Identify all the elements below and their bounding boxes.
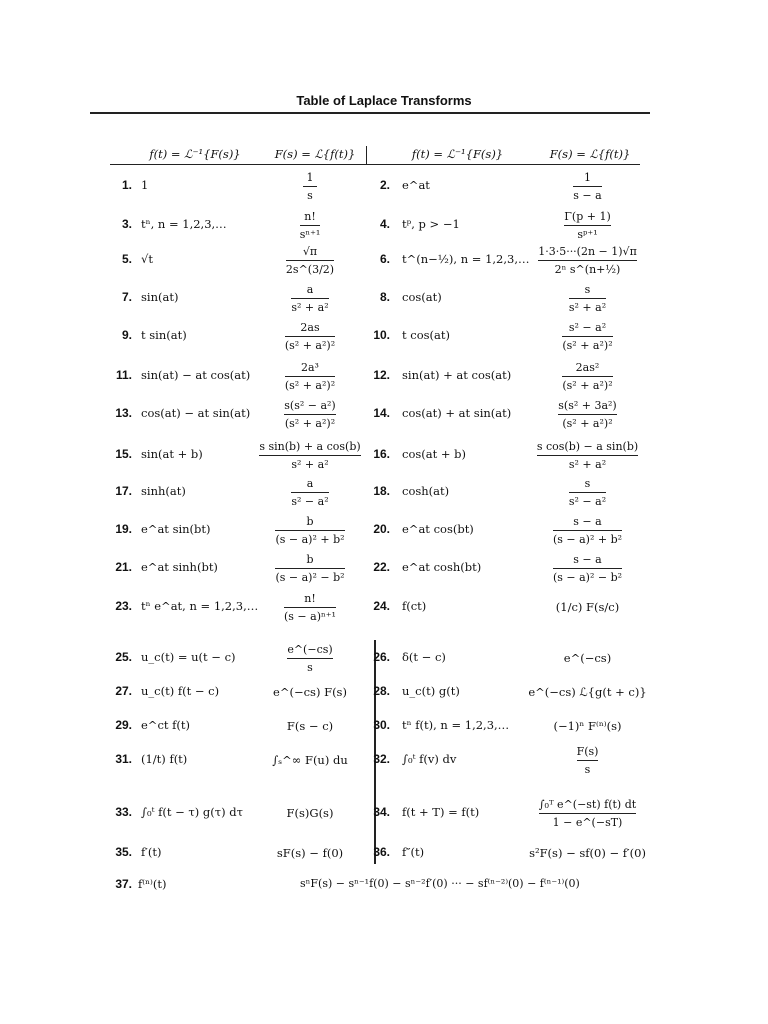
fraction-bar xyxy=(577,760,599,761)
entry-number: 17. xyxy=(115,484,132,498)
time-function: e^at cosh(bt) xyxy=(402,560,482,574)
r-denominator: (s² + a²)² xyxy=(562,378,613,392)
fraction-bar xyxy=(569,492,606,493)
l-transform-expr: e^(−cs) F(s) xyxy=(273,685,347,699)
l-transform xyxy=(250,357,370,395)
l-denominator: s xyxy=(307,660,313,674)
r-numerator: 1 xyxy=(583,170,591,184)
time-function: t^(n−½), n = 1,2,3,… xyxy=(402,252,530,266)
time-function: e^at xyxy=(402,178,430,192)
r-transform xyxy=(515,549,660,587)
time-function: tᵖ, p > −1 xyxy=(402,217,460,231)
time-function: f(ct) xyxy=(402,599,427,613)
time-function: cos(at) xyxy=(402,290,442,304)
l-transform xyxy=(250,641,370,675)
l-numerator: b xyxy=(306,552,314,566)
entry-number: 16. xyxy=(373,447,390,461)
fraction-bar xyxy=(303,186,317,187)
l-numerator: a xyxy=(306,476,314,490)
time-function: u_c(t) g(t) xyxy=(402,684,460,698)
r-numerator: s cos(b) − a sin(b) xyxy=(536,439,639,453)
r-denominator: 1 − e^(−sT) xyxy=(552,815,623,829)
l-numerator: b xyxy=(306,514,314,528)
time-function: sin(at + b) xyxy=(141,447,203,461)
l-transform xyxy=(250,675,370,709)
l-numerator: a xyxy=(306,282,314,296)
entry-number: 19. xyxy=(115,522,132,536)
entry-number: 32. xyxy=(373,752,390,766)
time-function: 1 xyxy=(141,178,149,192)
l-numerator: e^(−cs) xyxy=(287,642,333,656)
fraction-bar xyxy=(569,298,606,299)
time-function: √t xyxy=(141,252,153,266)
l-transform xyxy=(250,549,370,587)
l-denominator: s² − a² xyxy=(291,494,329,508)
r-transform-expr: e^(−cs) ℒ{g(t + c)} xyxy=(528,685,647,699)
r-fraction xyxy=(562,321,612,352)
time-function: tⁿ e^at, n = 1,2,3,… xyxy=(141,599,259,613)
l-numerator: 1 xyxy=(306,170,314,184)
time-function: sin(at) + at cos(at) xyxy=(402,368,512,382)
time-function: t sin(at) xyxy=(141,328,187,342)
l-numerator: s sin(b) + a cos(b) xyxy=(259,439,361,453)
transform-expr: sⁿF(s) − sⁿ⁻¹f(0) − sⁿ⁻²f′(0) ··· − sf⁽ⁿ⁻²⁾(0) − f⁽ⁿ⁻¹⁾(0) xyxy=(300,877,580,890)
entry-number: 35. xyxy=(115,845,132,859)
l-denominator: sⁿ⁺¹ xyxy=(299,227,321,241)
entry-number: 1. xyxy=(121,178,132,192)
r-transform xyxy=(515,588,660,626)
l-fraction xyxy=(275,515,344,546)
time-function: f″(t) xyxy=(402,845,425,859)
l-numerator: s(s² − a²) xyxy=(284,398,336,412)
r-numerator: 1·3·5···(2n − 1)√π xyxy=(538,244,637,258)
l-fraction xyxy=(291,283,328,314)
fraction-bar xyxy=(287,658,332,659)
l-transform xyxy=(250,206,370,244)
l-fraction xyxy=(303,171,317,202)
r-denominator: (s − a)² − b² xyxy=(552,570,623,584)
l-transform xyxy=(250,836,370,870)
l-denominator: (s − a)² − b² xyxy=(275,570,345,584)
r-transform xyxy=(515,436,660,474)
r-fraction xyxy=(558,399,616,430)
r-numerator: s² − a² xyxy=(568,320,607,334)
header-ft-right: f(t) = ℒ⁻¹{F(s)} xyxy=(411,147,504,161)
r-fraction xyxy=(564,210,610,241)
l-denominator: 2s^(3/2) xyxy=(285,262,335,276)
time-function: e^at sin(bt) xyxy=(141,522,211,536)
fraction-bar xyxy=(291,298,328,299)
l-transform-expr: ∫ₛ^∞ F(u) du xyxy=(272,753,348,767)
r-numerator: s xyxy=(584,282,591,296)
r-transform xyxy=(515,167,660,205)
l-transform xyxy=(250,317,370,355)
title-underline xyxy=(90,112,650,114)
r-transform xyxy=(515,317,660,355)
r-transform xyxy=(515,743,660,777)
r-fraction xyxy=(539,798,636,829)
l-transform xyxy=(250,279,370,317)
l-fraction xyxy=(286,245,334,276)
l-transform xyxy=(250,511,370,549)
l-fraction xyxy=(285,321,335,352)
entry-number: 33. xyxy=(115,805,132,819)
r-denominator: sᵖ⁺¹ xyxy=(577,227,598,241)
entry-number: 2. xyxy=(379,178,390,192)
r-fraction xyxy=(573,171,601,202)
l-fraction xyxy=(291,477,328,508)
entry-number: 14. xyxy=(373,406,390,420)
fraction-bar xyxy=(285,336,335,337)
l-denominator: (s² + a²)² xyxy=(284,416,336,430)
entry-number: 5. xyxy=(121,252,132,266)
time-function: cos(at + b) xyxy=(402,447,467,461)
entry-number: 8. xyxy=(379,290,390,304)
fraction-bar xyxy=(564,225,610,226)
time-function: f′(t) xyxy=(141,845,162,859)
r-transform xyxy=(515,709,660,743)
l-transform xyxy=(250,241,370,279)
r-transform xyxy=(515,395,660,433)
r-transform xyxy=(515,279,660,317)
l-transform-expr: sF(s) − f(0) xyxy=(276,846,344,860)
r-fraction xyxy=(537,440,638,471)
fraction-bar xyxy=(539,813,636,814)
r-fraction xyxy=(562,361,612,392)
entry-number: 10. xyxy=(373,328,390,342)
fraction-bar xyxy=(300,225,321,226)
entry-number: 3. xyxy=(121,217,132,231)
fraction-bar xyxy=(553,530,622,531)
l-transform-expr: F(s)G(s) xyxy=(286,806,334,820)
r-numerator: Γ(p + 1) xyxy=(564,209,611,223)
entry-number: 12. xyxy=(373,368,390,382)
r-denominator: (s² + a²)² xyxy=(562,416,613,430)
entry-number: 25. xyxy=(115,650,132,664)
fraction-bar xyxy=(259,455,360,456)
time-function: u_c(t) = u(t − c) xyxy=(141,650,236,664)
header-underline xyxy=(110,164,640,165)
time-function: cosh(at) xyxy=(402,484,450,498)
l-numerator: n! xyxy=(304,209,316,223)
entry-number: 7. xyxy=(121,290,132,304)
l-denominator: (s − a)² + b² xyxy=(275,532,345,546)
r-fraction xyxy=(577,745,599,776)
entry-number: 11. xyxy=(115,368,132,382)
entry-number: 34. xyxy=(373,805,390,819)
r-transform xyxy=(515,241,660,279)
l-numerator: 2a³ xyxy=(301,360,319,374)
r-denominator: s xyxy=(584,762,591,776)
entry-number: 36. xyxy=(373,845,390,859)
header-fs-left: F(s) = ℒ{f(t)} xyxy=(274,147,356,161)
time-function: e^at cos(bt) xyxy=(402,522,474,536)
r-fraction xyxy=(553,553,622,584)
r-transform-expr: e^(−cs) xyxy=(563,651,612,665)
l-denominator: s² + a² xyxy=(291,457,329,471)
header-column-divider xyxy=(366,146,367,164)
l-numerator: 2as xyxy=(300,320,320,334)
r-denominator: (s − a)² + b² xyxy=(552,532,623,546)
r-transform-expr: s²F(s) − sf(0) − f′(0) xyxy=(529,846,646,860)
r-transform xyxy=(515,206,660,244)
l-transform xyxy=(250,395,370,433)
entry-number: 15. xyxy=(115,447,132,461)
entry-number: 30. xyxy=(373,718,390,732)
r-fraction xyxy=(569,477,606,508)
l-transform xyxy=(250,709,370,743)
entry-number: 37. xyxy=(115,877,132,891)
r-transform xyxy=(515,511,660,549)
r-denominator: s² + a² xyxy=(568,457,607,471)
fraction-bar xyxy=(284,607,336,608)
fraction-bar xyxy=(284,414,335,415)
entry-number: 27. xyxy=(115,684,132,698)
l-denominator: (s² + a²)² xyxy=(284,378,336,392)
time-function: tⁿ, n = 1,2,3,… xyxy=(141,217,227,231)
entry-number: 26. xyxy=(373,650,390,664)
r-transform xyxy=(515,357,660,395)
header-ft-left: f(t) = ℒ⁻¹{F(s)} xyxy=(149,147,241,161)
fraction-bar xyxy=(537,455,638,456)
r-numerator: 2as² xyxy=(575,360,600,374)
fraction-bar xyxy=(562,336,612,337)
entry-number: 31. xyxy=(115,752,132,766)
entry-number: 21. xyxy=(115,560,132,574)
time-function: ∫₀ᵗ f(t − τ) g(τ) dτ xyxy=(141,805,243,819)
fraction-bar xyxy=(285,376,335,377)
r-fraction xyxy=(553,515,622,546)
fraction-bar xyxy=(275,530,344,531)
entry-number: 20. xyxy=(373,522,390,536)
entry-number: 6. xyxy=(379,252,390,266)
r-transform xyxy=(515,836,660,870)
fraction-bar xyxy=(553,568,622,569)
r-numerator: s(s² + 3a²) xyxy=(558,398,617,412)
r-fraction xyxy=(569,283,606,314)
r-denominator: s² − a² xyxy=(568,494,607,508)
fraction-bar xyxy=(291,492,328,493)
time-function: e^at sinh(bt) xyxy=(141,560,218,574)
page-title: Table of Laplace Transforms xyxy=(296,93,472,108)
l-fraction xyxy=(285,361,335,392)
fraction-bar xyxy=(275,568,344,569)
time-function: f(t + T) = f(t) xyxy=(402,805,480,819)
entry-number: 18. xyxy=(373,484,390,498)
l-denominator: s xyxy=(307,188,313,202)
r-fraction xyxy=(538,245,637,276)
l-fraction xyxy=(300,210,321,241)
r-numerator: ∫₀ᵀ e^(−st) f(t) dt xyxy=(538,797,637,811)
time-function: f⁽ⁿ⁾(t) xyxy=(138,877,167,891)
fraction-bar xyxy=(538,260,637,261)
r-denominator: s − a xyxy=(573,188,602,202)
l-fraction xyxy=(275,553,344,584)
time-function: sinh(at) xyxy=(141,484,186,498)
fraction-bar xyxy=(286,260,334,261)
time-function: cos(at) + at sin(at) xyxy=(402,406,512,420)
time-function: δ(t − c) xyxy=(402,650,446,664)
r-transform xyxy=(515,473,660,511)
r-denominator: (s² + a²)² xyxy=(562,338,613,352)
time-function: e^ct f(t) xyxy=(141,718,191,732)
fraction-bar xyxy=(562,376,612,377)
entry-number: 4. xyxy=(379,217,390,231)
time-function: t cos(at) xyxy=(402,328,450,342)
l-numerator: n! xyxy=(304,591,316,605)
entry-number: 9. xyxy=(121,328,132,342)
l-fraction xyxy=(284,399,335,430)
entry-number: 13. xyxy=(115,406,132,420)
l-transform-expr: F(s − c) xyxy=(286,719,334,733)
l-transform xyxy=(250,743,370,777)
l-fraction xyxy=(284,592,336,623)
l-transform xyxy=(250,436,370,474)
l-fraction xyxy=(287,643,332,674)
l-denominator: (s² + a²)² xyxy=(284,338,336,352)
r-numerator: F(s) xyxy=(576,744,599,758)
time-function: u_c(t) f(t − c) xyxy=(141,684,220,698)
entry-number: 28. xyxy=(373,684,390,698)
l-denominator: (s − a)ⁿ⁺¹ xyxy=(284,609,336,623)
l-transform xyxy=(250,167,370,205)
time-function: sin(at) xyxy=(141,290,179,304)
l-transform xyxy=(250,473,370,511)
time-function: ∫₀ᵗ f(v) dv xyxy=(402,752,457,766)
entry-number: 23. xyxy=(115,599,132,613)
l-numerator: √π xyxy=(302,244,318,258)
l-fraction xyxy=(259,440,360,471)
r-transform xyxy=(515,641,660,675)
time-function: sin(at) − at cos(at) xyxy=(141,368,251,382)
time-function: tⁿ f(t), n = 1,2,3,… xyxy=(402,718,510,732)
entry-number: 24. xyxy=(373,599,390,613)
entry-number: 29. xyxy=(115,718,132,732)
time-function: cos(at) − at sin(at) xyxy=(141,406,251,420)
time-function: (1/t) f(t) xyxy=(141,752,188,766)
fraction-bar xyxy=(573,186,601,187)
r-numerator: s − a xyxy=(573,514,602,528)
r-denominator: 2ⁿ s^(n+½) xyxy=(554,262,621,276)
l-transform xyxy=(250,588,370,626)
r-numerator: s xyxy=(584,476,591,490)
r-transform xyxy=(515,675,660,709)
r-transform-expr: (1/c) F(s/c) xyxy=(555,600,620,614)
r-transform-expr: (−1)ⁿ F⁽ⁿ⁾(s) xyxy=(553,719,622,733)
r-denominator: s² + a² xyxy=(568,300,607,314)
l-denominator: s² + a² xyxy=(291,300,329,314)
header-fs-right: F(s) = ℒ{f(t)} xyxy=(549,147,631,161)
r-transform xyxy=(515,783,660,843)
r-numerator: s − a xyxy=(573,552,602,566)
l-transform xyxy=(250,783,370,843)
fraction-bar xyxy=(558,414,616,415)
entry-number: 22. xyxy=(373,560,390,574)
